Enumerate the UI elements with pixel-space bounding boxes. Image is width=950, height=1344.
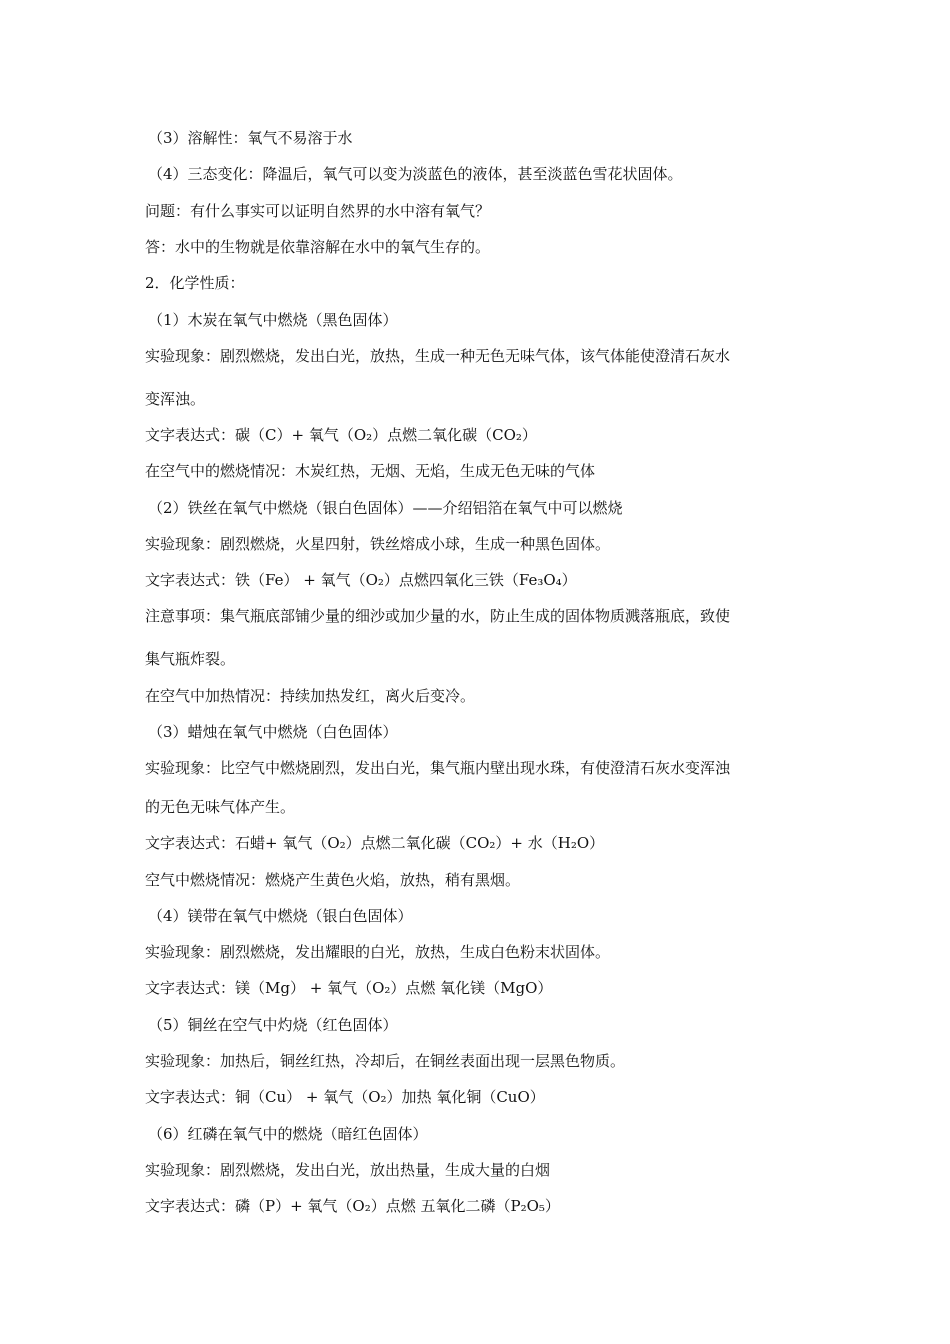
text-line: 实验现象：剧烈燃烧，发出白光，放出热量，生成大量的白烟 [145,1161,551,1179]
text-line: 的无色无味气体产生。 [145,798,296,816]
text-line: 问题：有什么事实可以证明自然界的水中溶有氧气？ [145,202,491,220]
text-line: 在空气中的燃烧情况：木炭红热，无烟、无焰，生成无色无味的气体 [145,462,596,480]
text-line: 实验现象：剧烈燃烧，发出白光，放热，生成一种无色无味气体，该气体能使澄清石灰水 [145,347,731,365]
text-line: 文字表达式：碳（C）+ 氧气（O₂）点燃二氧化碳（CO₂） [145,426,537,444]
text-line: 实验现象：剧烈燃烧，火星四射，铁丝熔成小球，生成一种黑色固体。 [145,535,611,553]
text-line: 集气瓶炸裂。 [145,650,236,668]
text-line: 文字表达式：石蜡+ 氧气（O₂）点燃二氧化碳（CO₂）+ 水（H₂O） [145,834,605,852]
text-line: 文字表达式：铁（Fe） + 氧气（O₂）点燃四氧化三铁（Fe₃O₄） [145,571,577,589]
text-line: （2）铁丝在氧气中燃烧（银白色固体）——介绍铝箔在氧气中可以燃烧 [148,499,623,517]
text-line: 空气中燃烧情况：燃烧产生黄色火焰，放热，稍有黑烟。 [145,871,521,889]
text-line: 变浑浊。 [145,390,206,408]
text-line: 文字表达式：铜（Cu） + 氧气（O₂）加热 氧化铜（CuO） [145,1088,545,1106]
text-line: （3）溶解性：氧气不易溶于水 [148,129,353,147]
text-line: 2．化学性质： [145,274,245,292]
text-line: 实验现象：剧烈燃烧，发出耀眼的白光，放热，生成白色粉末状固体。 [145,943,611,961]
text-line: 文字表达式：镁（Mg） + 氧气（O₂）点燃 氧化镁（MgO） [145,979,553,997]
text-line: 文字表达式：磷（P）+ 氧气（O₂）点燃 五氧化二磷（P₂O₅） [145,1197,560,1215]
text-line: （4）镁带在氧气中燃烧（银白色固体） [148,907,413,925]
text-line: （6）红磷在氧气中的燃烧（暗红色固体） [148,1125,428,1143]
text-line: 实验现象：比空气中燃烧剧烈，发出白光，集气瓶内壁出现水珠，有使澄清石灰水变浑浊 [145,759,731,777]
text-line: 注意事项：集气瓶底部铺少量的细沙或加少量的水，防止生成的固体物质溅落瓶底，致使 [145,607,731,625]
text-line: （5）铜丝在空气中灼烧（红色固体） [148,1016,398,1034]
text-line: （4）三态变化：降温后，氧气可以变为淡蓝色的液体，甚至淡蓝色雪花状固体。 [148,165,683,183]
text-line: 答：水中的生物就是依靠溶解在水中的氧气生存的。 [145,238,491,256]
text-line: （1）木炭在氧气中燃烧（黑色固体） [148,311,398,329]
text-line: 实验现象：加热后，铜丝红热，冷却后，在铜丝表面出现一层黑色物质。 [145,1052,626,1070]
text-line: 在空气中加热情况：持续加热发红，离火后变冷。 [145,687,476,705]
text-line: （3）蜡烛在氧气中燃烧（白色固体） [148,723,398,741]
